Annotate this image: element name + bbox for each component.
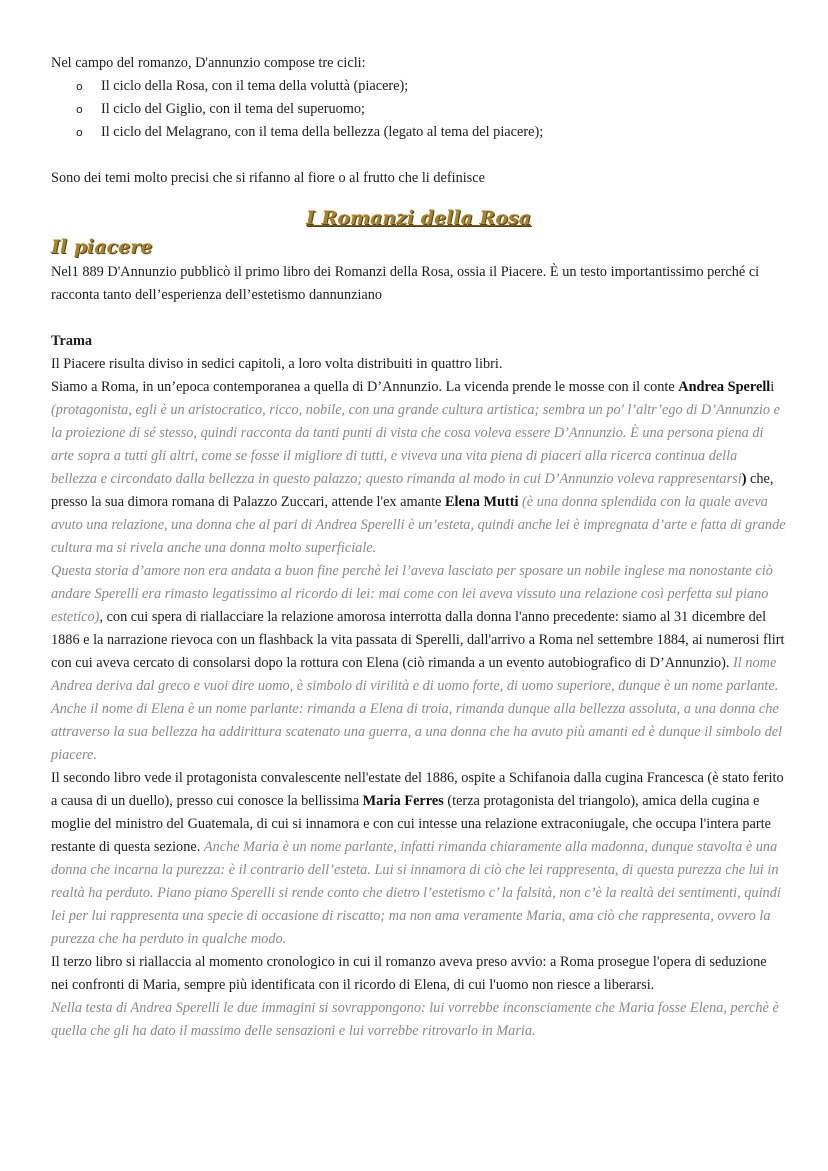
list-item: o Il ciclo del Giglio, con il tema del superuomo; <box>76 98 786 121</box>
cycles-intro: Nel campo del romanzo, D'annunzio compose tre cicli: <box>51 55 366 71</box>
trama-paragraph-3: Il secondo libro vede il protagonista convalescente nell'estate del 1886, ospite a Schifanoia dalla cugina Francesca (è stato ferito a causa di un duello), presso cui conosce la bellissima Maria Ferres (terza protagonista del triangolo), amica della cugina e moglie del ministro del Guatemala, di cui si innamora e con cui intesse una relazione extraconiugale, che occupa l'intera parte restante di questa sezione. Anche Maria è un nome parlante, infatti rimanda chiaramente alla madonna, dunque stavolta è una donna che incarna la purezza: è il contrario dell’esteta. Lui si innamora di ciò che lei rappresenta, di questa purezza che lui in realtà ha perduto. Piano piano Sperelli si rende conto che dietro l’estetismo c’ la falsità, non c’è la realtà dei sentimenti, quindi lei per lui rappresenta una specie di occasione di riscatto; ma non ama veramente Maria, ama ciò che rappresenta, ovvero la purezza che ha perduto in qualche modo. <box>51 770 784 947</box>
annotation: Anche Maria è un nome parlante, infatti rimanda chiaramente alla madonna, dunque stavolta è una donna che incarna la purezza: è il contrario dell’esteta. Lui si innamora di ciò che lei rappresenta, di questa purezza che lui in realtà ha perduto. Piano piano Sperelli si rende conto che dietro l’estetismo c’ la falsità, non c’è la realtà dei sentimenti, quindi lei per lui rappresenta una specie di occasione di riscatto; ma non ama veramente Maria, ama ciò che rappresenta, ovvero la purezza che ha perduto in qualche modo. <box>51 839 781 947</box>
trama-paragraph-2: Questa storia d’amore non era andata a buon fine perchè lei l’aveva lasciato per sposare un nobile inglese ma nonostante ciò andare Sperelli era rimasto legatissimo al ricordo di lei: mai come con lei aveva vissuto una relazione così perfetta sul piano estetico), con cui spera di riallacciare la relazione amorosa interrotta dalla donna l'anno precedente: siamo al 31 dicembre del 1886 e la narrazione rievoca con un flashback la vita passata di Sperelli, dall'arrivo a Roma nel settembre 1884, ai numerosi flirt con cui aveva cercato di consolarsi dopo la rottura con Elena (ciò rimanda a un evento autobiografico di D’Annunzio). Il nome Andrea deriva dal greco e vuoi dire uomo, è simbolo di virilità e di uomo forte, di uomo superiore, dunque è un nome parlante. Anche il nome di Elena è un nome parlante: rimanda a Elena di troia, rimanda dunque alla bellezza assoluta, a una donna che attraverso la sua bellezza ha addirittura scatenato una guerra, a una donna che ha avuto più amanti ed è dunque il simbolo del piacere. <box>51 563 785 763</box>
list-item: o Il ciclo della Rosa, con il tema della voluttà (piacere); <box>76 75 786 98</box>
name-andrea: Andrea Sperell <box>678 379 771 395</box>
trama-heading: Trama <box>51 333 93 349</box>
trama-paragraph-1: Siamo a Roma, in un’epoca contemporanea a quella di D’Annunzio. La vicenda prende le mosse con il conte Andrea Sperelli (protagonista, egli è un aristocratico, ricco, nobile, con una grande cultura artistica; sembra un po' l’altr’ego di D’Annunzio e la proiezione di sé stesso, quindi racconta da tanti punti di vista che cosa voleva essere D’Annunzio. È una persona piena di arte sopra a tutti gli altri, come se fosse il migliore di tutti, e viveva una vita piena di piaceri alla ricerca continua della bellezza e circondato dalla bellezza in questo palazzo; questo rimanda al modo in cui D’Annunzio voleva rappresentarsi) che, presso la sua dimora romana di Palazzo Zuccari, attende l'ex amante Elena Mutti (è una donna splendida con la quale aveva avuto una relazione, una donna che al pari di Andrea Sperelli è un’esteta, quindi anche lei è impregnata d’arte e fatta di grande cultura ma si rivela anche una donna molto superficiale. <box>51 379 786 556</box>
annotation: (è una donna splendida con la quale aveva avuto una relazione, una donna che al pari di Andrea Sperelli è un’esteta, quindi anche lei è impregnata d’arte e fatta di grande cultura ma si rivela anche una donna molto superficiale. <box>51 494 786 556</box>
cycles-note: Sono dei temi molto precisi che si rifanno al fiore o al frutto che li definisce <box>51 170 485 186</box>
trama-paragraph-4: Il terzo libro si riallaccia al momento cronologico in cui il romanzo aveva preso avvio: a Roma prosegue l'opera di seduzione nei confronti di Maria, sempre più identificata con il ricordo di Elena, di cui l'uomo non riesce a liberarsi. <box>51 954 767 993</box>
annotation: Questa storia d’amore non era andata a buon fine perchè lei l’aveva lasciato per sposare un nobile inglese ma nonostante ciò andare Sperelli era rimasto legatissimo al ricordo di lei: mai come con lei aveva vissuto una relazione così perfetta sul piano estetico) <box>51 563 773 625</box>
name-maria: Maria Ferres <box>362 793 444 809</box>
annotation: Il nome Andrea deriva dal greco e vuoi dire uomo, è simbolo di virilità e di uomo forte, di uomo superiore, dunque è un nome parlante. Anche il nome di Elena è un nome parlante: rimanda a Elena di troia, rimanda dunque alla bellezza assoluta, a una donna che attraverso la sua bellezza ha addirittura scatenato una guerra, a una donna che ha avuto più amanti ed è dunque il simbolo del piacere. <box>51 655 783 763</box>
section-intro: Nel1 889 D'Annunzio pubblicò il primo libro dei Romanzi della Rosa, ossia il Piacere. È un testo importantissimo perché ci racconta tanto dell’esperienza dell’estetismo dannunziano <box>51 264 760 303</box>
list-item: o Il ciclo del Melagrano, con il tema della bellezza (legato al tema del piacere); <box>76 121 786 144</box>
annotation: Nella testa di Andrea Sperelli le due immagini si sovrappongono: lui vorrebbe inconsciamente che Maria fosse Elena, perchè è quella che gli ha dato il massimo delle sensazioni e lui vorrebbe ritrovarlo in Maria. <box>51 1000 779 1039</box>
bullet-icon: o <box>76 80 83 93</box>
bullet-icon: o <box>76 103 83 116</box>
trama-line: Il Piacere risulta diviso in sedici capitoli, a loro volta distribuiti in quattro libri. <box>51 356 503 372</box>
bullet-icon: o <box>76 126 83 139</box>
annotation: (protagonista, egli è un aristocratico, ricco, nobile, con una grande cultura artistica; sembra un po' l’altr’ego di D’Annunzio e la proiezione di sé stesso, quindi racconta da tanti punti di vista che cosa voleva essere D’Annunzio. È una persona piena di arte sopra a tutti gli altri, come se fosse il migliore di tutti, e viveva una vita piena di piaceri alla ricerca continua della bellezza e circondato dalla bellezza in questo palazzo; questo rimanda al modo in cui D’Annunzio voleva rappresentarsi <box>51 402 780 487</box>
name-elena: Elena Mutti <box>445 494 519 510</box>
cycles-list <box>51 75 786 144</box>
document-body <box>51 52 786 1043</box>
section-title: I Romanzi della Rosa <box>305 207 532 229</box>
subsection-title: Il piacere <box>51 236 153 258</box>
